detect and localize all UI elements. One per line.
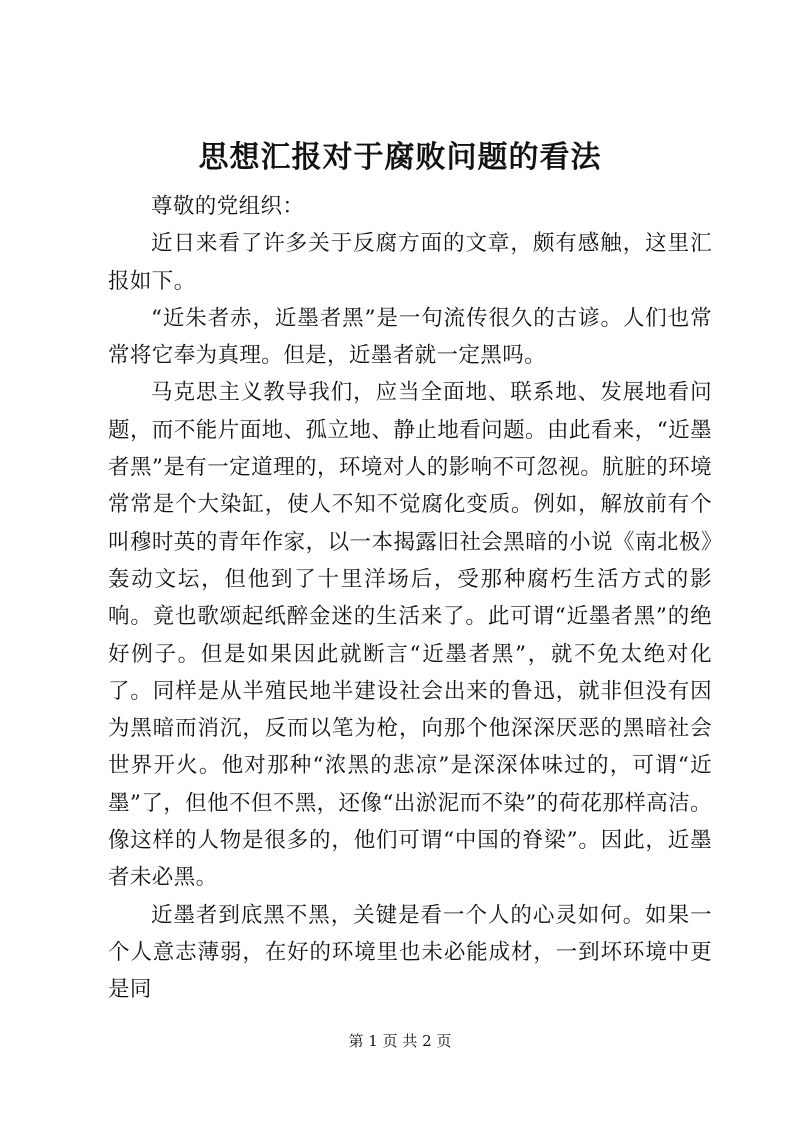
body-paragraph: 近日来看了许多关于反腐方面的文章，颇有感触，这里汇报如下。 [108, 231, 712, 294]
body-paragraph: “近朱者赤，近墨者黑”是一句流传很久的古谚。人们也常常将它奉为真理。但是，近墨者就一定黑吗。 [108, 305, 712, 369]
salutation-paragraph: 尊敬的党组织： [151, 194, 305, 219]
body-paragraph: 近墨者到底黑不黑，关键是看一个人的心灵如何。如果一个人意志薄弱，在好的环境里也未必能成材，一到坏环境中更是同 [108, 902, 712, 1003]
document-body [108, 188, 712, 1009]
document-title: 思想汇报对于腐败问题的看法 [198, 140, 602, 175]
body-paragraph: 马克思主义教导我们，应当全面地、联系地、发展地看问题，而不能片面地、孤立地、静止地看问题。由此看来，“近墨者黑”是有一定道理的，环境对人的影响不可忽视。肮脏的环境常常是个大染缸，使人不知不觉腐化变质。例如，解放前有个叫穆时英的青年作家，以一本揭露旧社会黑暗的小说《南北极》轰动文坛，但他到了十里洋场后，受那种腐朽生活方式的影响。竟也歌颂起纸醉金迷的生活来了。此可谓“近墨者黑”的绝好例子。但是如果因此就断言“近墨者黑”，就不免太绝对化了。同样是从半殖民地半建设社会出来的鲁迅，就非但没有因为黑暗而消沉，反而以笔为枪，向那个他深深厌恶的黑暗社会世界开火。他对那种“浓黑的悲凉”是深深体味过的，可谓“近墨”了，但他不但不黑，还像“出淤泥而不染”的荷花那样高洁。像这样的人物是很多的，他们可谓“中国的脊梁”。因此，近墨者未必黑。 [108, 380, 712, 891]
page-footer: 第 1 页 共 2 页 [348, 1032, 452, 1050]
